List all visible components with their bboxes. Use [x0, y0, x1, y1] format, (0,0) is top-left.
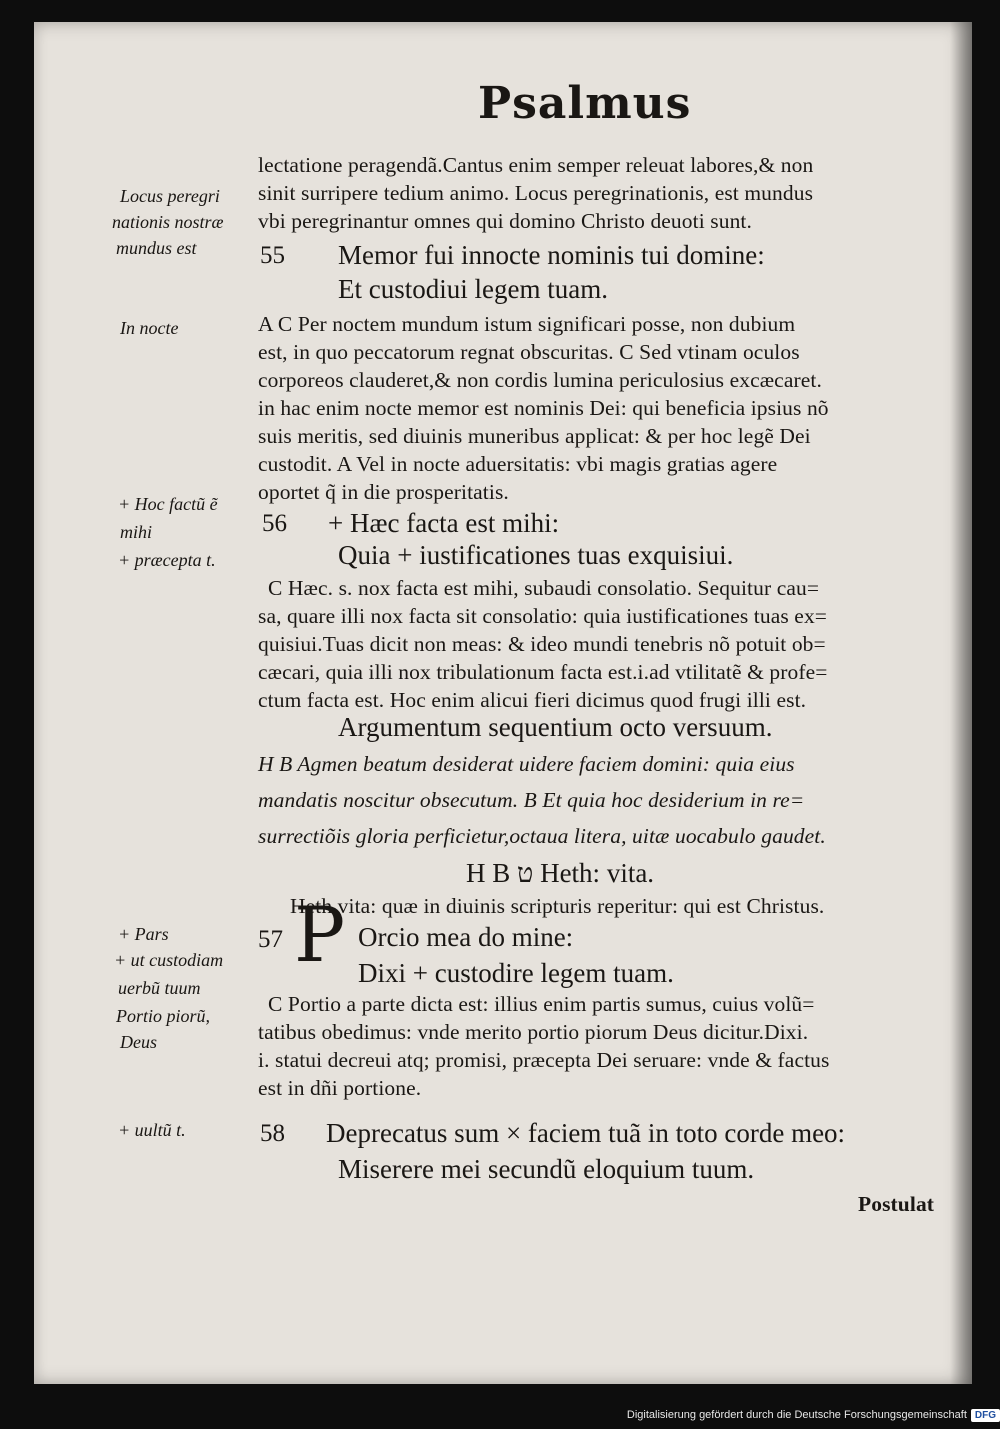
footer: [627, 1405, 1000, 1425]
margin-note: + uultũ t.: [118, 1120, 186, 1140]
text-line: vbi peregrinantur omnes qui domino Christo deuoti sunt.: [258, 209, 752, 233]
margin-note: uerbũ tuum: [118, 978, 201, 998]
drop-cap: P: [294, 890, 346, 979]
verse-number: 57: [258, 926, 283, 953]
verse-number: 58: [260, 1120, 285, 1147]
text-line: i. statui decreui atq; promisi, præcepta Dei seruare: vnde & factus: [258, 1048, 830, 1072]
text-line: sinit surripere tedium animo. Locus peregrinationis, est mundus: [258, 181, 814, 205]
margin-note: + ut custodiam: [114, 950, 224, 970]
text-line: Heth vita: quæ in diuinis scripturis reperitur: qui est Christus.: [290, 894, 825, 918]
text-line: cæcari, quia illi nox tribulationum facta est.i.ad vtilitatẽ & profe=: [258, 660, 828, 684]
text-line: A C Per noctem mundum istum significari posse, non dubium: [258, 312, 796, 336]
text-line: lectatione peragendã.Cantus enim semper releuat labores,& non: [258, 153, 814, 177]
catchword: Postulat: [858, 1192, 935, 1216]
text-line: ctum facta est. Hoc enim alicui fieri dicimus quod frugi illi est.: [258, 688, 807, 712]
text-line: Orcio mea do mine:: [358, 922, 574, 952]
text-line: H B Agmen beatum desiderat uidere faciem domini: quia eius: [258, 752, 795, 776]
text-line: in hac enim nocte memor est nominis Dei: qui beneficia ipsius nõ: [258, 396, 829, 420]
margin-note: mundus est: [116, 238, 197, 258]
page-spine-shadow: [950, 22, 972, 1384]
running-head: Psalmus: [478, 78, 692, 129]
margin-note: Deus: [120, 1032, 157, 1052]
text-line: Et custodiui legem tuam.: [338, 274, 608, 304]
text-line: + Hæc facta est mihi:: [328, 508, 560, 538]
margin-note: nationis nostræ: [112, 212, 224, 232]
margin-note: + Hoc factũ ẽ: [118, 494, 218, 514]
text-line: Argumentum sequentium octo versuum.: [338, 712, 773, 742]
margin-note: Portio piorũ,: [116, 1006, 211, 1026]
footer-credit: Digitalisierung gefördert durch die Deutsche Forschungsgemeinschaft: [626, 1409, 967, 1421]
margin-note: + Pars: [118, 924, 169, 944]
text-line: Deprecatus sum × faciem tuã in toto corde meo:: [326, 1118, 846, 1148]
text-line: Quia + iustificationes tuas exquisiui.: [338, 540, 734, 570]
text-line: mandatis noscitur obsecutum. B Et quia hoc desiderium in re=: [258, 788, 805, 812]
text-line: Memor fui innocte nominis tui domine:: [338, 240, 765, 270]
margin-note: Locus peregri: [120, 186, 220, 206]
text-line: est in dñi portione.: [258, 1076, 422, 1100]
text-line: Dixi + custodire legem tuam.: [358, 958, 674, 988]
margin-note: mihi: [120, 522, 153, 542]
text-line: sa, quare illi nox facta sit consolatio: quia iustificationes tuas ex=: [258, 604, 828, 628]
text-line: Miserere mei secundũ eloquium tuum.: [338, 1154, 755, 1184]
text-line: surrectiõis gloria perficietur,octaua litera, uitæ uocabulo gaudet.: [258, 824, 826, 848]
text-line: est, in quo peccatorum regnat obscuritas. C Sed vtinam oculos: [258, 340, 800, 364]
verse-number: 56: [262, 510, 287, 537]
text-line: custodit. A Vel in nocte aduersitatis: vbi magis gratias agere: [258, 452, 778, 476]
text-line: C Portio a parte dicta est: illius enim partis sumus, cuius volũ=: [268, 992, 815, 1016]
margin-note: + præcepta t.: [118, 550, 216, 570]
text-line: suis meritis, sed diuinis muneribus applicat: & per hoc legẽ Dei: [258, 424, 811, 448]
text-line: oportet q̃ in die prosperitatis.: [258, 480, 509, 504]
text-line: H B ט Heth: vita.: [466, 858, 655, 888]
text-line: tatibus obedimus: vnde merito portio piorum Deus dicitur.Dixi.: [258, 1020, 809, 1044]
verse-number: 55: [260, 242, 285, 269]
text-line: C Hæc. s. nox facta est mihi, subaudi consolatio. Sequitur cau=: [268, 576, 820, 600]
text-line: quisiui.Tuas dicit non meas: & ideo mundi tenebris nõ potuit ob=: [258, 632, 826, 656]
text-line: corporeos clauderet,& non cordis lumina periculosius excæcaret.: [258, 368, 822, 392]
margin-note: In nocte: [120, 318, 179, 338]
dfg-logo: DFG: [971, 1409, 1000, 1422]
